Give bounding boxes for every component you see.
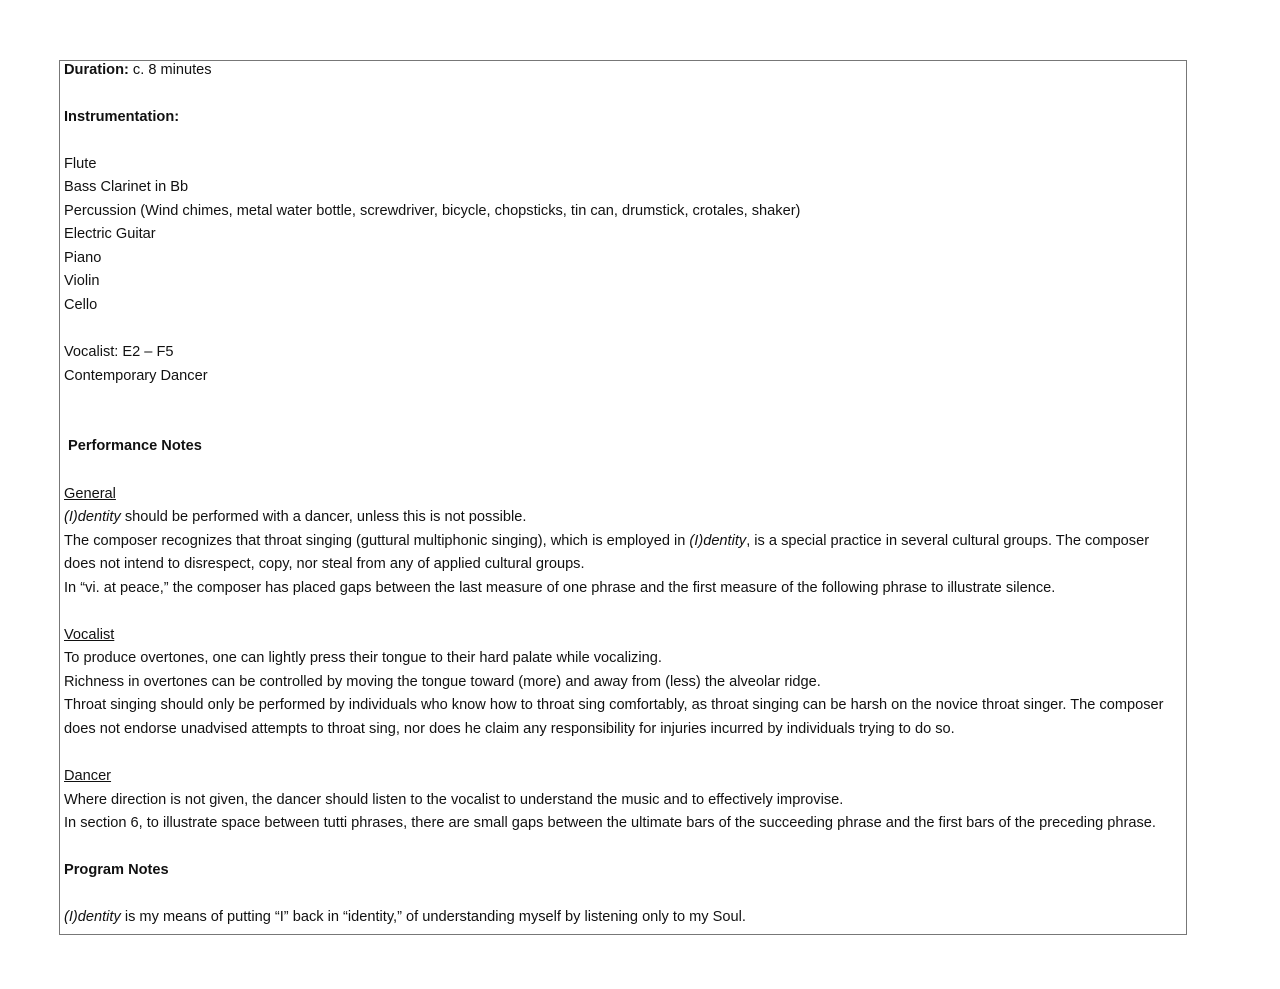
general-heading: General (64, 486, 116, 502)
vocalist-line: Throat singing should only be performed by individuals who know how to throat sing comfortably, as throat singing can be harsh on the novice throat singer. The composer (64, 697, 1164, 713)
instrument-item: Percussion (Wind chimes, metal water bottle, screwdriver, bicycle, chopsticks, tin can, drumstick, crotales, shaker) (64, 203, 801, 219)
vocalist-line: To produce overtones, one can lightly press their tongue to their hard palate while vocalizing. (64, 650, 662, 666)
duration-label: Duration: (64, 62, 129, 78)
vocalist-range: Vocalist: E2 – F5 (64, 344, 174, 360)
dancer-entry: Contemporary Dancer (64, 368, 208, 384)
general-line: In “vi. at peace,” the composer has placed gaps between the last measure of one phrase and the first measure of the following phrase to illustrate silence. (64, 580, 1056, 596)
vocalist-heading: Vocalist (64, 627, 115, 643)
dancer-line: Where direction is not given, the dancer should listen to the vocalist to understand the music and to effectively improvise. (64, 792, 844, 808)
general-text: The composer recognizes that throat singing (guttural multiphonic singing), which is employed in (64, 533, 690, 549)
program-notes-heading: Program Notes (64, 862, 169, 878)
instrument-item: Bass Clarinet in Bb (64, 179, 189, 195)
instrument-item: Flute (64, 156, 97, 172)
vocalist-line: does not endorse unadvised attempts to throat sing, nor does he claim any responsibility for injuries incurred by individuals trying to do so. (64, 721, 955, 737)
general-text: , is a special practice in several cultural groups. The composer (746, 533, 1150, 549)
duration-value: c. 8 minutes (128, 62, 212, 78)
general-line: does not intend to disrespect, copy, nor steal from any of applied cultural groups. (64, 556, 585, 572)
dancer-line: In section 6, to illustrate space between tutti phrases, there are small gaps between the ultimate bars of the succeeding phrase and the first bars of the preceding phrase. (64, 815, 1156, 831)
performance-notes-heading: Performance Notes (68, 438, 202, 454)
dancer-heading: Dancer (64, 768, 112, 784)
instrument-item: Violin (64, 273, 100, 289)
general-text: should be performed with a dancer, unless this is not possible. (120, 509, 527, 525)
program-notes-line (64, 907, 746, 927)
work-title: (I)dentity (64, 509, 121, 525)
vocalist-line: Richness in overtones can be controlled by moving the tongue toward (more) and away from (less) the alveolar ridge. (64, 674, 821, 690)
duration-line (64, 60, 212, 80)
general-line (64, 531, 1149, 551)
general-line (64, 507, 526, 527)
work-title: (I)dentity (689, 533, 747, 549)
instrument-item: Piano (64, 250, 102, 266)
program-notes-text: is my means of putting “I” back in “identity,” of understanding myself by listening only to my Soul. (120, 909, 746, 925)
work-title: (I)dentity (64, 909, 121, 925)
instrument-item: Cello (64, 297, 98, 313)
instrument-item: Electric Guitar (64, 226, 156, 242)
instrumentation-heading: Instrumentation: (64, 109, 180, 125)
